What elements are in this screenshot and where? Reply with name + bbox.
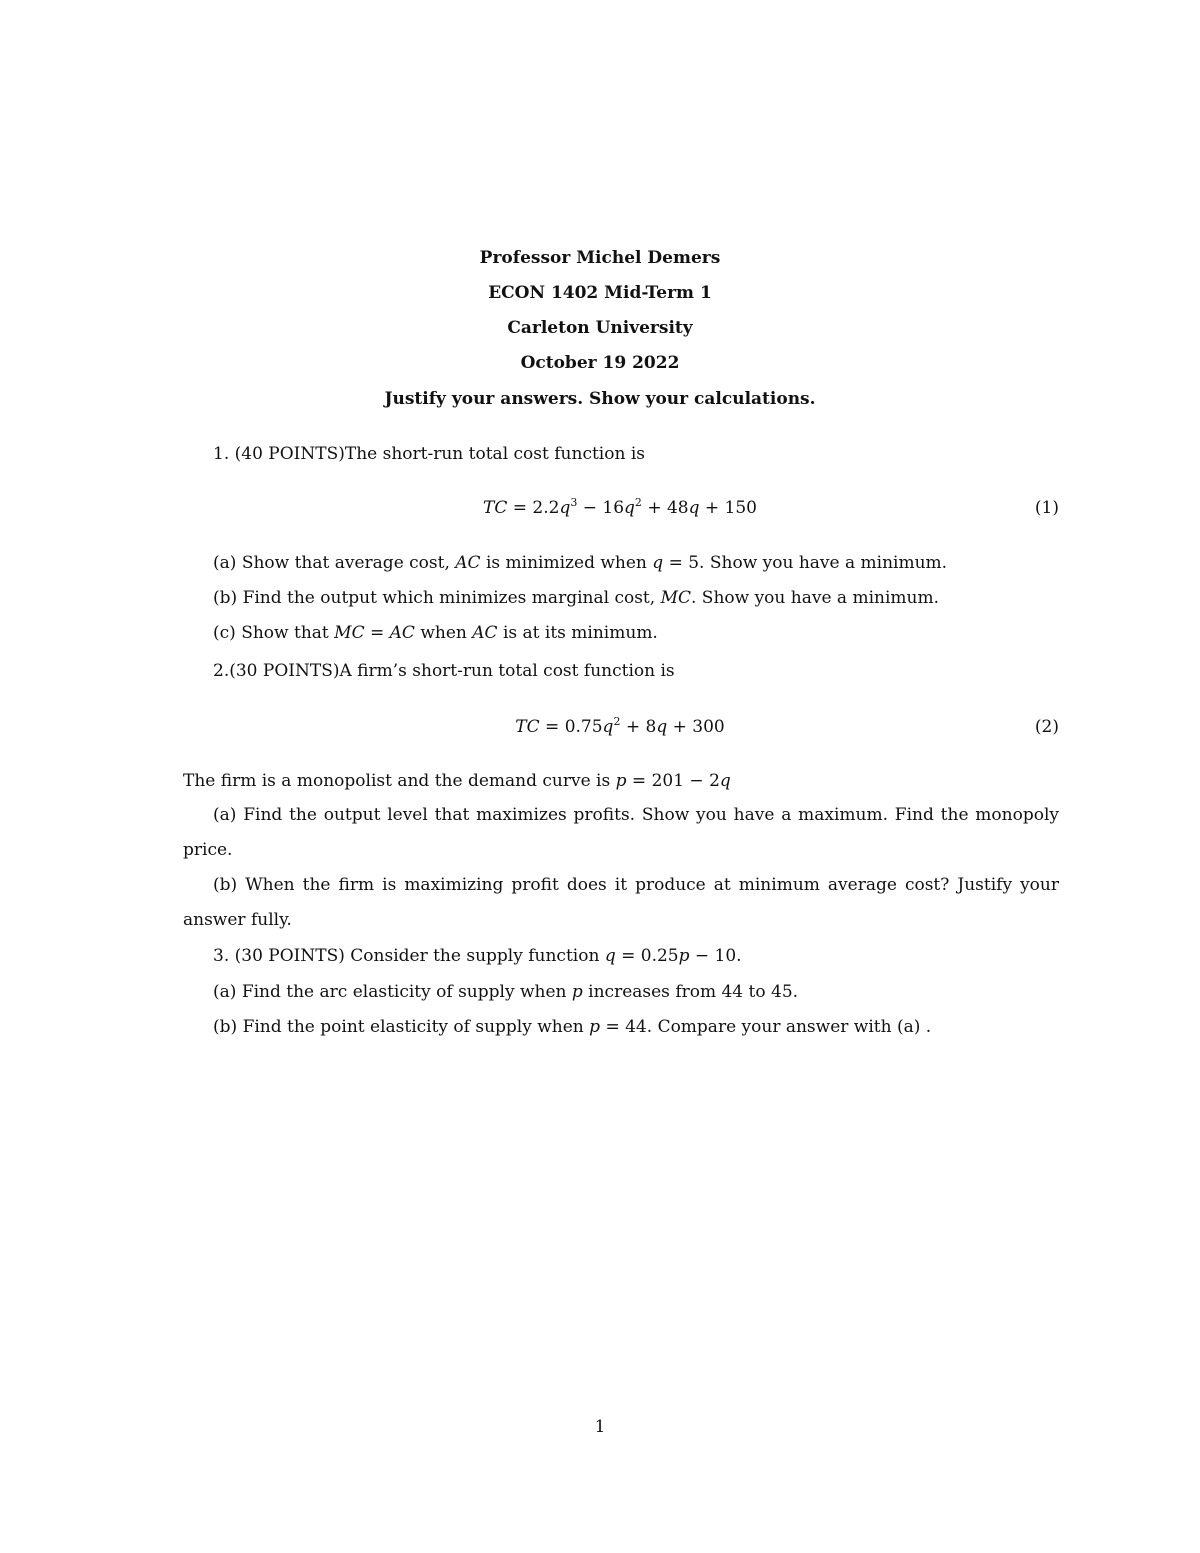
- exam-date: October 19 2022: [520, 353, 680, 373]
- q1-c-label: (c): [213, 623, 236, 643]
- q2-intro: 2.(30 POINTS)A firm’s short-run total cost function is: [213, 661, 675, 681]
- q2-part-a-line2: price.: [183, 840, 233, 860]
- course-title: ECON 1402 Mid-Term 1: [488, 283, 712, 303]
- q3-intro: 3. (30 POINTS) Consider the supply function q = 0.25p − 10.: [213, 946, 742, 966]
- q2-demand: The firm is a monopolist and the demand curve is p = 201 − 2q: [183, 771, 731, 791]
- q2-b-label: (b): [213, 875, 238, 895]
- q1-part-c: (c) Show that MC = AC when AC is at its minimum.: [213, 623, 658, 643]
- q2-part-b-line1: (b) When the firm is maximizing profit does it produce at minimum average cost? Justify your: [213, 875, 1059, 895]
- q1-equation-number: (1): [1034, 498, 1059, 518]
- university-name: Carleton University: [507, 318, 693, 338]
- q3-a-label: (a): [213, 982, 237, 1002]
- q2-a-label: (a): [213, 805, 237, 825]
- q2-part-a-line1: (a) Find the output level that maximizes profits. Show you have a maximum. Find the monopoly: [213, 805, 1060, 825]
- q1-part-b: (b) Find the output which minimizes marginal cost, MC. Show you have a minimum.: [213, 588, 939, 608]
- q3-part-a: (a) Find the arc elasticity of supply when p increases from 44 to 45.: [213, 982, 799, 1002]
- q2-part-b-line2: answer fully.: [183, 910, 292, 930]
- q2-equation: TC = $0.75q^2 + 8q + 300$: [515, 715, 725, 737]
- q1-equation: TC = $2.2q^3 - 16q^2 + 48q + 150$: [483, 496, 757, 518]
- q3-part-b: (b) Find the point elasticity of supply when p = 44. Compare your answer with (a) .: [213, 1017, 932, 1037]
- q1-intro: 1. (40 POINTS)The short-run total cost function is: [213, 444, 645, 464]
- q1-part-a: (a) Show that average cost, AC is minimized when q = 5. Show you have a minimum.: [213, 553, 948, 573]
- instructions: Justify your answers. Show your calculations.: [384, 389, 816, 409]
- page-number: 1: [594, 1417, 606, 1437]
- professor-name: Professor Michel Demers: [479, 248, 721, 268]
- q1-b-label: (b): [213, 588, 238, 608]
- q3-b-label: (b): [213, 1017, 238, 1037]
- q1-a-label: (a): [213, 553, 237, 573]
- q2-equation-number: (2): [1034, 717, 1059, 737]
